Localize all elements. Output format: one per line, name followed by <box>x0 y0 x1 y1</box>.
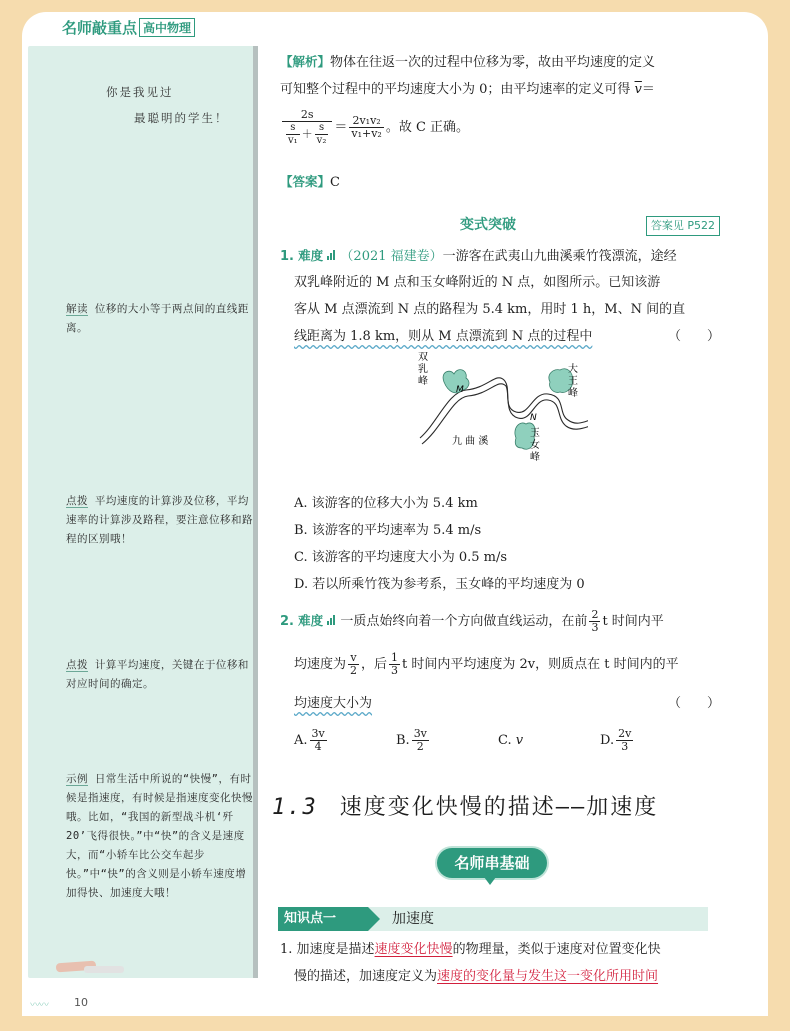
label-feng1: 峰 <box>418 376 428 387</box>
variant-title: 变式突破 <box>460 217 516 233</box>
q2-option-c[interactable] <box>498 724 523 758</box>
q2-text-2c: t 时间内平均速度为 2v，则质点在 t 时间内的平 <box>402 657 679 672</box>
q2-option-b[interactable] <box>396 724 431 758</box>
q1-option-b[interactable]: B. 该游客的平均速率为 5.4 m/s <box>294 523 482 538</box>
analysis-equation: 2s $\frac{s}{\text{v₁}}$ ＋ $\frac{s}{\text{v₂}}$ ＝ $\frac{\text{2v₁v₂}}{\text{v₁+v₂}}$ 。故 C 正确。 <box>280 108 720 148</box>
eq-s2: s <box>315 122 329 135</box>
k-text-2a: 慢的描述，加速度定义为 <box>294 969 438 984</box>
river-map <box>408 352 588 470</box>
label-yu: 玉 <box>530 428 540 439</box>
note-tag: 解读 <box>66 303 88 315</box>
header-brand: 名师敲重点 <box>62 18 138 37</box>
q2-f1-n: 2 <box>591 608 599 621</box>
note-text: 平均速度的计算涉及位移，平均速率的计算涉及路程，要注意位移和路程的区别哦！ <box>66 495 253 545</box>
q2-paren: （ ） <box>667 696 720 711</box>
q1-difficulty: 难度 <box>298 248 324 263</box>
k-highlight-2: 速度的变化量与发生这一变化所用时间 <box>437 969 659 984</box>
q2-text-2a: 均速度为 <box>294 657 347 672</box>
q1-line-3: 客从 M 点漂流到 N 点的路程为 5.4 km，用时 1 h，M、N 间的直 <box>294 302 686 317</box>
page-number: 10 <box>74 996 88 1009</box>
q1-source: （2021 福建卷） <box>340 249 443 264</box>
analysis-conclusion: 。故 C 正确。 <box>385 120 470 135</box>
knowledge-body <box>280 936 710 990</box>
q1-line-1 <box>280 242 720 270</box>
k-text-1a: 1. 加速度是描述 <box>280 942 375 957</box>
lesson-heading <box>272 790 732 821</box>
q2-b-d: 2 <box>416 740 424 753</box>
q2-line-2 <box>294 650 720 680</box>
q2-b-n: 3v <box>413 727 427 740</box>
q2-f2-d: 2 <box>350 664 358 677</box>
q2-line-1 <box>280 606 720 637</box>
eq-s1: s <box>286 122 300 135</box>
q2-a-d: 4 <box>314 740 322 753</box>
q2-f3-d: 3 <box>391 664 399 677</box>
q2-number: 2. <box>280 614 294 629</box>
note-tag: 示例 <box>66 773 88 785</box>
q2-option-d[interactable] <box>600 724 635 758</box>
analysis-line-2: 可知整个过程中的平均速度大小为 0；由平均速率的定义可得 $\overline{v}=$ <box>280 82 655 97</box>
difficulty-bars-icon <box>327 243 336 270</box>
eq-v2: v₂ <box>316 134 327 146</box>
note-interpretation <box>66 300 256 338</box>
analysis-text-2: 可知整个过程中的平均速度大小为 0；由平均速率的定义可得 <box>280 82 631 97</box>
eq-num2: 2v₁v₂ <box>349 115 383 128</box>
analysis-line-1 <box>280 48 720 76</box>
header-subject: 高中物理 <box>139 18 195 37</box>
q2-a-n: 3v <box>311 727 325 740</box>
q2-option-a[interactable] <box>294 724 329 758</box>
q2-b-letter: B. <box>396 733 410 748</box>
q2-f3-n: 1 <box>391 651 399 664</box>
q2-d-letter: D. <box>600 733 615 748</box>
note-example <box>66 770 256 903</box>
label-wang: 王 <box>568 376 578 387</box>
answer-value: C <box>330 175 340 190</box>
lesson-number: 1.3 <box>272 795 318 820</box>
q2-d-d: 3 <box>621 740 629 753</box>
q1-option-d[interactable]: D. 若以所乘竹筏为参考系，玉女峰的平均速度为 0 <box>294 577 585 592</box>
note-text: 位移的大小等于两点间的直线距离。 <box>66 303 249 334</box>
eq-numerator: 2s <box>282 109 332 122</box>
q2-text-1a: 一质点始终向着一个方向做直线运动，在前 <box>340 614 588 629</box>
analysis-label: 【解析】 <box>280 54 331 69</box>
note-tag: 点拨 <box>66 495 88 507</box>
header <box>58 16 201 38</box>
q1-text-1: 一游客在武夷山九曲溪乘竹筏漂流，途经 <box>442 249 677 264</box>
v-bar: $\overline{v}$ <box>634 82 642 97</box>
motto-line-1: 你是我见过 <box>106 85 174 99</box>
q2-text-2b: ，后 <box>361 657 388 672</box>
label-ru: 乳 <box>418 364 428 375</box>
knowledge-point-title: 加速度 <box>392 911 434 927</box>
note-tip-1 <box>66 492 256 549</box>
q1-text-4: 线距离为 1.8 km，则从 M 点漂流到 N 点的过程中 <box>294 329 593 344</box>
knowledge-point-tag: 知识点一 <box>278 907 368 931</box>
label-feng3: 峰 <box>530 452 540 463</box>
k-text-1b: 的物理量，类似于速度对位置变化快 <box>452 942 661 957</box>
fraction-main <box>282 109 332 147</box>
q1-number: 1. <box>280 249 294 264</box>
answer-line <box>280 168 720 196</box>
motto-line-2: 最聪明的学生！ <box>134 111 229 125</box>
note-text: 计算平均速度，关键在于位移和对应时间的确定。 <box>66 659 249 690</box>
q2-a-letter: A. <box>294 733 308 748</box>
q1-option-c[interactable]: C. 该游客的平均速度大小为 0.5 m/s <box>294 550 508 565</box>
q2-d-n: 2v <box>618 727 632 740</box>
eq-den2: v₁+v₂ <box>351 127 382 140</box>
answer-label: 【答案】 <box>280 174 331 189</box>
section-badge: 名师串基础 <box>437 848 547 878</box>
q2-c-text: v <box>515 733 524 748</box>
q2-difficulty: 难度 <box>298 613 324 628</box>
badge-pointer <box>484 877 496 885</box>
q1-paren: （ ） <box>667 329 720 344</box>
chalk-white <box>84 966 124 973</box>
q2-line-3 <box>294 690 720 717</box>
note-tip-2 <box>66 656 256 694</box>
q2-f2-n: v <box>348 652 359 665</box>
q2-f1-d: 3 <box>591 621 599 634</box>
label-da: 大 <box>568 364 578 375</box>
q1-line-2: 双乳峰附近的 M 点和玉女峰附近的 N 点，如图所示。已知该游 <box>294 275 661 290</box>
knowledge-line-2 <box>280 963 710 990</box>
answer-reference: 答案见 P522 <box>646 216 720 236</box>
q1-line-4 <box>294 323 720 350</box>
note-tag: 点拨 <box>66 659 88 671</box>
difficulty-bars-icon <box>327 607 336 637</box>
label-n: N <box>530 413 537 423</box>
q2-c-letter: C. <box>498 733 512 748</box>
label-m: M <box>456 385 464 395</box>
wave-decoration: 〰〰 <box>30 1000 48 1011</box>
note-text: 日常生活中所说的“快慢”，有时候是指速度，有时候是指速度变化快慢哦。比如，“我国的新型战斗机‘歼20’飞得很快。”中“快”的含义是速度大，而“小轿车比公交车起步快。”中“快”的含义则是小轿车速度增加得快、加速度大哦！ <box>66 773 253 899</box>
knowledge-line-1 <box>280 936 710 963</box>
label-shuang: 双 <box>418 352 428 363</box>
lesson-title: 速度变化快慢的描述——加速度 <box>339 795 659 820</box>
label-nv: 女 <box>530 440 540 451</box>
analysis-text-1: 物体在往返一次的过程中位移为零，故由平均速度的定义 <box>330 55 656 70</box>
label-jiuquxi: 九 曲 溪 <box>452 436 489 447</box>
knowledge-point-bar <box>278 907 708 931</box>
q2-text-3: 均速度大小为 <box>294 696 373 711</box>
q1-option-a[interactable]: A. 该游客的位移大小为 5.4 km <box>294 496 478 511</box>
eq-v1: v₁ <box>288 134 298 146</box>
label-feng2: 峰 <box>568 388 578 399</box>
k-highlight-1: 速度变化快慢 <box>374 942 453 957</box>
fraction-result <box>349 115 383 140</box>
eq-denominator: $\frac{s}{\text{v₁}}$ ＋ $\frac{s}{\text{v₂}}$ <box>288 121 327 146</box>
q2-text-1b: t 时间内平 <box>602 614 664 629</box>
